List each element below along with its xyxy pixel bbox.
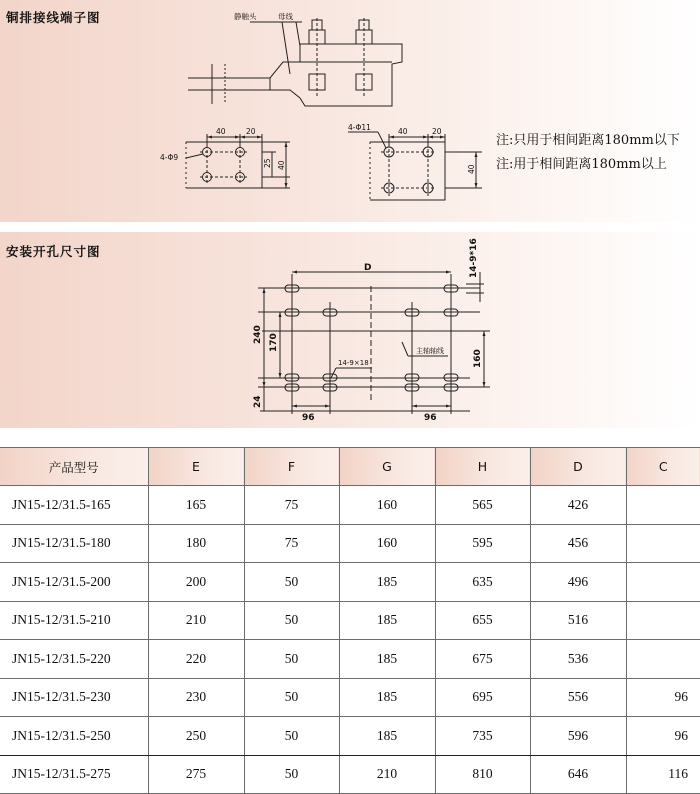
mounting-diagram-panel (0, 232, 700, 428)
cell-E: 220 (148, 640, 244, 679)
main-axis-label: 主轴轴线 (416, 347, 444, 355)
cell-H: 595 (435, 524, 530, 563)
dim-D: D (364, 263, 372, 273)
cell-F: 50 (244, 755, 339, 794)
cell-model: JN15-12/31.5-165 (0, 486, 148, 525)
cell-G: 185 (339, 640, 435, 679)
cell-F: 75 (244, 486, 339, 525)
table-row (0, 601, 700, 640)
table-row (0, 563, 700, 602)
cell-C (626, 524, 700, 563)
mounting-drawing (0, 232, 700, 428)
cell-H: 565 (435, 486, 530, 525)
dim-20-b: 20 (432, 127, 442, 136)
cell-D: 646 (530, 755, 626, 794)
cell-H: 735 (435, 717, 530, 756)
table-row (0, 640, 700, 679)
slot-note: 14-9×18 (338, 359, 369, 367)
cell-F: 50 (244, 563, 339, 602)
cell-G: 210 (339, 755, 435, 794)
holes-label-b: 4-Φ11 (348, 123, 371, 132)
cell-E: 250 (148, 717, 244, 756)
cell-C (626, 563, 700, 602)
cell-D: 536 (530, 640, 626, 679)
cell-model: JN15-12/31.5-180 (0, 524, 148, 563)
dim-slot-top: 14-9*16 (469, 238, 479, 278)
header-C: C (626, 448, 700, 486)
terminal-section-title: 铜排接线端子图 (6, 10, 101, 25)
cell-G: 160 (339, 486, 435, 525)
cell-G: 185 (339, 563, 435, 602)
note-above-180: 注:用于相间距离180mm以上 (496, 157, 667, 172)
dim-40-a: 40 (216, 127, 226, 136)
cell-D: 596 (530, 717, 626, 756)
cell-model: JN15-12/31.5-200 (0, 563, 148, 602)
cell-G: 185 (339, 601, 435, 640)
dim-96-left: 96 (302, 413, 315, 423)
cell-D: 456 (530, 524, 626, 563)
dim-40-b: 40 (398, 127, 408, 136)
cell-H: 655 (435, 601, 530, 640)
dim-96-right: 96 (424, 413, 437, 423)
cell-F: 50 (244, 678, 339, 717)
cell-E: 230 (148, 678, 244, 717)
table-row (0, 755, 700, 794)
cell-E: 165 (148, 486, 244, 525)
dim-40-v-a: 40 (277, 160, 286, 170)
note-below-180: 注:只用于相间距离180mm以下 (496, 133, 680, 148)
label-static-contact: 静触头 (234, 12, 257, 21)
cell-F: 50 (244, 640, 339, 679)
cell-F: 75 (244, 524, 339, 563)
cell-C (626, 601, 700, 640)
spec-table (0, 447, 700, 794)
table-row (0, 524, 700, 563)
table-header-row (0, 448, 700, 486)
terminal-drawing (0, 0, 700, 222)
dim-170: 170 (269, 333, 279, 352)
cell-H: 695 (435, 678, 530, 717)
header-E: E (148, 448, 244, 486)
mount-section-title: 安装开孔尺寸图 (6, 244, 101, 259)
cell-C (626, 486, 700, 525)
cell-C: 96 (626, 717, 700, 756)
dim-20-a: 20 (246, 127, 256, 136)
cell-E: 210 (148, 601, 244, 640)
header-H: H (435, 448, 530, 486)
cell-G: 185 (339, 678, 435, 717)
holes-label-a: 4-Φ9 (160, 153, 179, 162)
dim-240: 240 (253, 325, 263, 344)
cell-F: 50 (244, 601, 339, 640)
table-row (0, 486, 700, 525)
cell-H: 675 (435, 640, 530, 679)
dim-160: 160 (473, 349, 483, 368)
cell-model: JN15-12/31.5-250 (0, 717, 148, 756)
table-row (0, 717, 700, 756)
terminal-diagram-panel (0, 0, 700, 222)
cell-C (626, 640, 700, 679)
cell-E: 275 (148, 755, 244, 794)
table-row (0, 678, 700, 717)
cell-D: 556 (530, 678, 626, 717)
dim-25: 25 (263, 158, 272, 168)
dim-24: 24 (253, 395, 263, 408)
cell-C: 116 (626, 755, 700, 794)
cell-D: 516 (530, 601, 626, 640)
cell-model: JN15-12/31.5-230 (0, 678, 148, 717)
cell-H: 635 (435, 563, 530, 602)
dim-40-v-b: 40 (467, 164, 476, 174)
cell-C: 96 (626, 678, 700, 717)
cell-model: JN15-12/31.5-275 (0, 755, 148, 794)
cell-F: 50 (244, 717, 339, 756)
header-model: 产品型号 (0, 448, 148, 486)
cell-E: 180 (148, 524, 244, 563)
cell-G: 185 (339, 717, 435, 756)
header-F: F (244, 448, 339, 486)
cell-model: JN15-12/31.5-210 (0, 601, 148, 640)
cell-G: 160 (339, 524, 435, 563)
cell-D: 426 (530, 486, 626, 525)
cell-D: 496 (530, 563, 626, 602)
header-G: G (339, 448, 435, 486)
label-busbar: 母线 (278, 12, 293, 21)
cell-H: 810 (435, 755, 530, 794)
cell-model: JN15-12/31.5-220 (0, 640, 148, 679)
header-D: D (530, 448, 626, 486)
cell-E: 200 (148, 563, 244, 602)
